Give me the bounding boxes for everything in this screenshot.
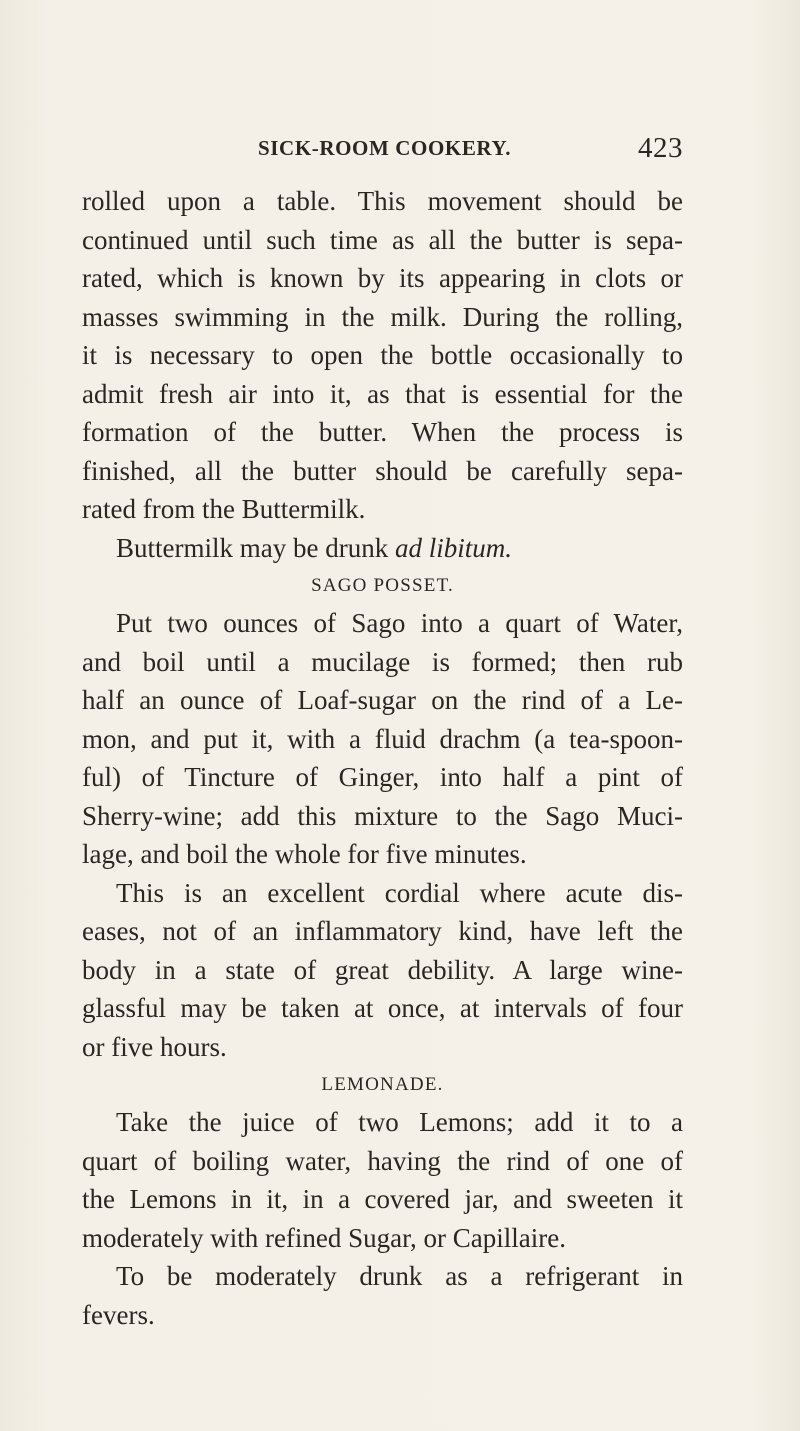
text-line: finished, all the butter should be carefully sepa- [82, 455, 683, 486]
latin-phrase: ad libitum. [394, 532, 512, 563]
text-line: glassful may be taken at once, at intervals of four [82, 993, 683, 1023]
buttermilk-note [82, 529, 683, 568]
body-text [82, 182, 683, 1334]
text-line: half an ounce of Loaf-sugar on the rind of a Le- [82, 685, 683, 715]
text-line: Put two ounces of Sago into a quart of Water, [116, 608, 683, 638]
text-line: body in a state of great debility. A large wine- [82, 954, 683, 985]
text-line: To be moderately drunk as a refrigerant in [116, 1261, 683, 1291]
text-line: rated, which is known by its appearing in clots or [82, 263, 683, 293]
text-line: admit fresh air into it, as that is essential for the [82, 378, 683, 409]
text-line: ful) of Tincture of Ginger, into half a pint of [82, 762, 683, 792]
page-header [80, 132, 683, 172]
text-line: lage, and boil the whole for five minutes. [82, 839, 527, 869]
section-heading-lemonade: LEMONADE. [321, 1074, 444, 1095]
text-line: and boil until a mucilage is formed; then rub [82, 646, 683, 677]
text-line: the Lemons in it, in a covered jar, and sweeten it [82, 1184, 683, 1214]
text-line: or five hours. [82, 1031, 227, 1062]
text-line: Take the juice of two Lemons; add it to a [116, 1107, 683, 1137]
buttermilk-note-text: Buttermilk may be drunk [116, 532, 395, 563]
text-line: mon, and put it, with a fluid drachm (a tea-spoon- [82, 723, 683, 754]
text-line: rated from the Buttermilk. [82, 494, 366, 524]
text-line: rolled upon a table. This movement should be [82, 186, 683, 216]
text-line: fevers. [82, 1299, 155, 1330]
text-line: continued until such time as all the butter is sepa- [82, 224, 683, 255]
text-line: masses swimming in the milk. During the rolling, [82, 301, 683, 332]
text-line: quart of boiling water, having the rind of one of [82, 1145, 683, 1176]
text-line: Sherry-wine; add this mixture to the Sago Muci- [82, 800, 683, 831]
text-line: This is an excellent cordial where acute dis- [116, 877, 683, 908]
section-heading-sago-posset: SAGO POSSET. [311, 575, 454, 596]
text-line: formation of the butter. When the process is [82, 417, 683, 447]
page-number: 423 [638, 132, 683, 164]
running-head: SICK-ROOM COOKERY. [258, 136, 512, 160]
text-line: moderately with refined Sugar, or Capillaire. [82, 1222, 567, 1253]
text-line: eases, not of an inflammatory kind, have left the [82, 916, 683, 946]
text-line: it is necessary to open the bottle occasionally to [82, 340, 683, 370]
